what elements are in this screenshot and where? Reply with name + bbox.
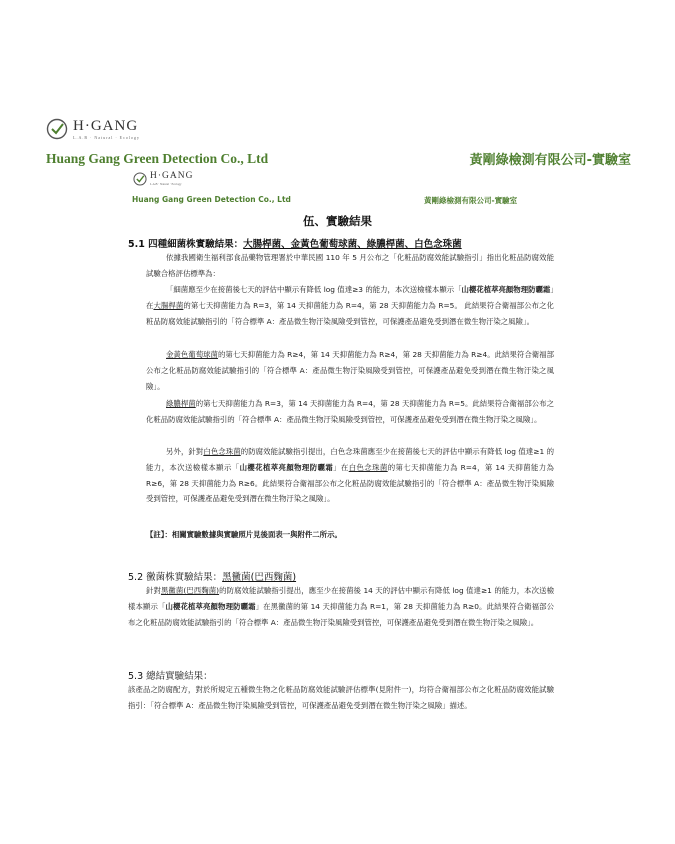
section-5-1-heading <box>128 236 462 250</box>
s51-p5-text-c: 」在 <box>333 462 349 472</box>
inner-leaf-check-logo-icon <box>133 172 147 186</box>
s51-p4-text: 的第七天抑菌能力為 R=3，第 14 天抑菌能力為 R=4，第 28 天抑菌能力為 R=5。此結果符合衛福部公布之化粧品防腐效能試驗指引的「符合標準 A：產品微生物汙染風險受到管控，可保護產品避免受到潛在微生物汙染之風險」。 <box>146 399 554 424</box>
section-title: 伍、實驗結果 <box>303 214 372 228</box>
s51-p3-text: 的第七天抑菌能力為 R≥4，第 14 天抑菌能力為 R≥4，第 28 天抑菌能力為 R≥4。此結果符合衛福部公布之化粧品防腐效能試驗指引的「符合標準 A：產品微生物汙染風險受到管控，可保護產品避免受到潛在微生物汙染之風險」。 <box>146 350 554 391</box>
s51-p5-text-b: 的防腐效能試驗指引提出，白色念珠菌應至少在接菌後七天的評估中顯示有降低 log 值達≥1 的能力，本次送檢樣本顯示「 <box>146 447 554 472</box>
s51-paragraph-4 <box>146 396 554 428</box>
s51-paragraph-1: 依據我國衛生福利部食品藥物管理署於中華民國 110 年 5 月公布之「化粧品防腐效能試驗指引」指出化粧品防腐效能試驗合格評估標準為： <box>146 253 554 278</box>
logo-tagline: L.A.B · Natural · Ecology <box>73 134 140 140</box>
s51-p2-text-b: 」在 <box>146 285 554 310</box>
s51-paragraph-3 <box>146 347 554 394</box>
s52-p1-text-a: 針對 <box>146 586 161 595</box>
s51-p3-bacteria: 金黃色葡萄球菌 <box>166 350 218 359</box>
s51-p5-bacteria: 白色念珠菌 <box>203 447 241 456</box>
inner-company-name-en: Huang Gang Green Detection Co., Ltd <box>132 195 291 204</box>
s51-p2-text-a: 「細菌應至少在接菌後七天的評估中顯示有降低 log 值達≥3 的能力，本次送檢樣本顯示「 <box>166 285 462 294</box>
s52-p1-text-b: 的防腐效能試驗指引提出，應至少在接菌後 14 天的評估中顯示有降低 log 值達≥1 的能力，本次送檢樣本顯示「 <box>128 586 554 611</box>
inner-logo-tagline: L.A.B · Natural · Ecology <box>150 181 182 186</box>
s51-paragraph-5 <box>146 444 554 507</box>
inner-logo-name: H·GANG <box>150 171 194 182</box>
logo-name: H·GANG <box>73 117 139 134</box>
company-name-zh: 黃剛綠檢測有限公司-實驗室 <box>469 153 631 168</box>
section-5-2-prefix: 5.2 黴菌株實驗結果： <box>128 572 223 583</box>
section-5-2-fungus: 黑黴菌(巴西麴菌) <box>222 572 297 583</box>
s51-paragraph-2 <box>146 282 554 329</box>
section-5-3-heading: 5.3 總結實驗結果： <box>128 671 213 682</box>
inner-company-logo <box>133 172 193 186</box>
s51-p2-product: 山櫻花植萃亮顏物理防曬霜 <box>461 285 551 294</box>
s51-note: 【註】：相關實驗數據與實驗照片見後面表一與附件二所示。 <box>146 530 342 539</box>
s52-p1-fungus: 黑黴菌(巴西麴菌) <box>160 586 220 595</box>
section-5-2-heading <box>128 569 296 583</box>
inner-company-name-zh: 黃剛綠檢測有限公司-實驗室 <box>424 196 518 205</box>
s53-paragraph-1: 該產品之防腐配方，對於所規定五種微生物之化粧品防腐效能試驗評估標準(見附件一)，均符合衛福部公布之化粧品防腐效能試驗指引：「符合標準 A：產品微生物汙染風險受到管控，可保護產品避免受到潛在微生物汙染之風險」描述。 <box>128 685 554 710</box>
s51-p2-bacteria: 大腸桿菌 <box>153 300 184 310</box>
s51-p5-bacteria-2: 白色念珠菌 <box>348 462 388 472</box>
s52-p1-product: 山櫻花植萃亮顏物理防曬霜 <box>165 601 256 611</box>
leaf-check-logo-icon <box>46 118 68 140</box>
s51-p4-bacteria: 綠膿桿菌 <box>166 399 196 408</box>
s52-p1-text-c: 」在黑黴菌的第 14 天抑菌能力為 R=1，第 28 天抑菌能力為 R≥0。此結果符合衛福部公布之化粧品防腐效能試驗指引的「符合標準 A：產品微生物汙染風險受到管控，可保護產品避免受到潛在微生物汙染之風險」。 <box>128 601 554 627</box>
s52-paragraph-1 <box>128 583 554 630</box>
company-logo <box>46 118 140 140</box>
s51-p5-text-d: 的第七天抑菌能力為 R=4，第 14 天抑菌能力為 R≥6，第 28 天抑菌能力為 R≥6。此結果符合衛福部公布之化粧品防腐效能試驗指引的「符合標準 A：產品微生物汙染風險受到管控，可保護產品避免受到潛在微生物汙染之風險」。 <box>146 462 554 504</box>
s51-p5-product: 山櫻花植萃亮顏物理防曬霜 <box>239 462 334 472</box>
section-5-1-bacteria: 大腸桿菌、金黃色葡萄球菌、綠膿桿菌、白色念珠菌 <box>243 239 462 250</box>
company-name-en: Huang Gang Green Detection Co., Ltd <box>46 151 269 166</box>
s51-p5-text-a: 另外，針對 <box>166 447 204 456</box>
s51-p2-text-c: 的第七天抑菌能力為 R=3，第 14 天抑菌能力為 R=4，第 28 天抑菌能力為 R=5。 此結果符合衛福部公布之化粧品防腐效能試驗指引的「符合標準 A：產品微生物汙染風險受到管控，可保護產品避免受到潛在微生物汙染之風險」。 <box>146 300 554 326</box>
section-5-1-prefix: 5.1 四種細菌株實驗結果： <box>128 239 244 250</box>
